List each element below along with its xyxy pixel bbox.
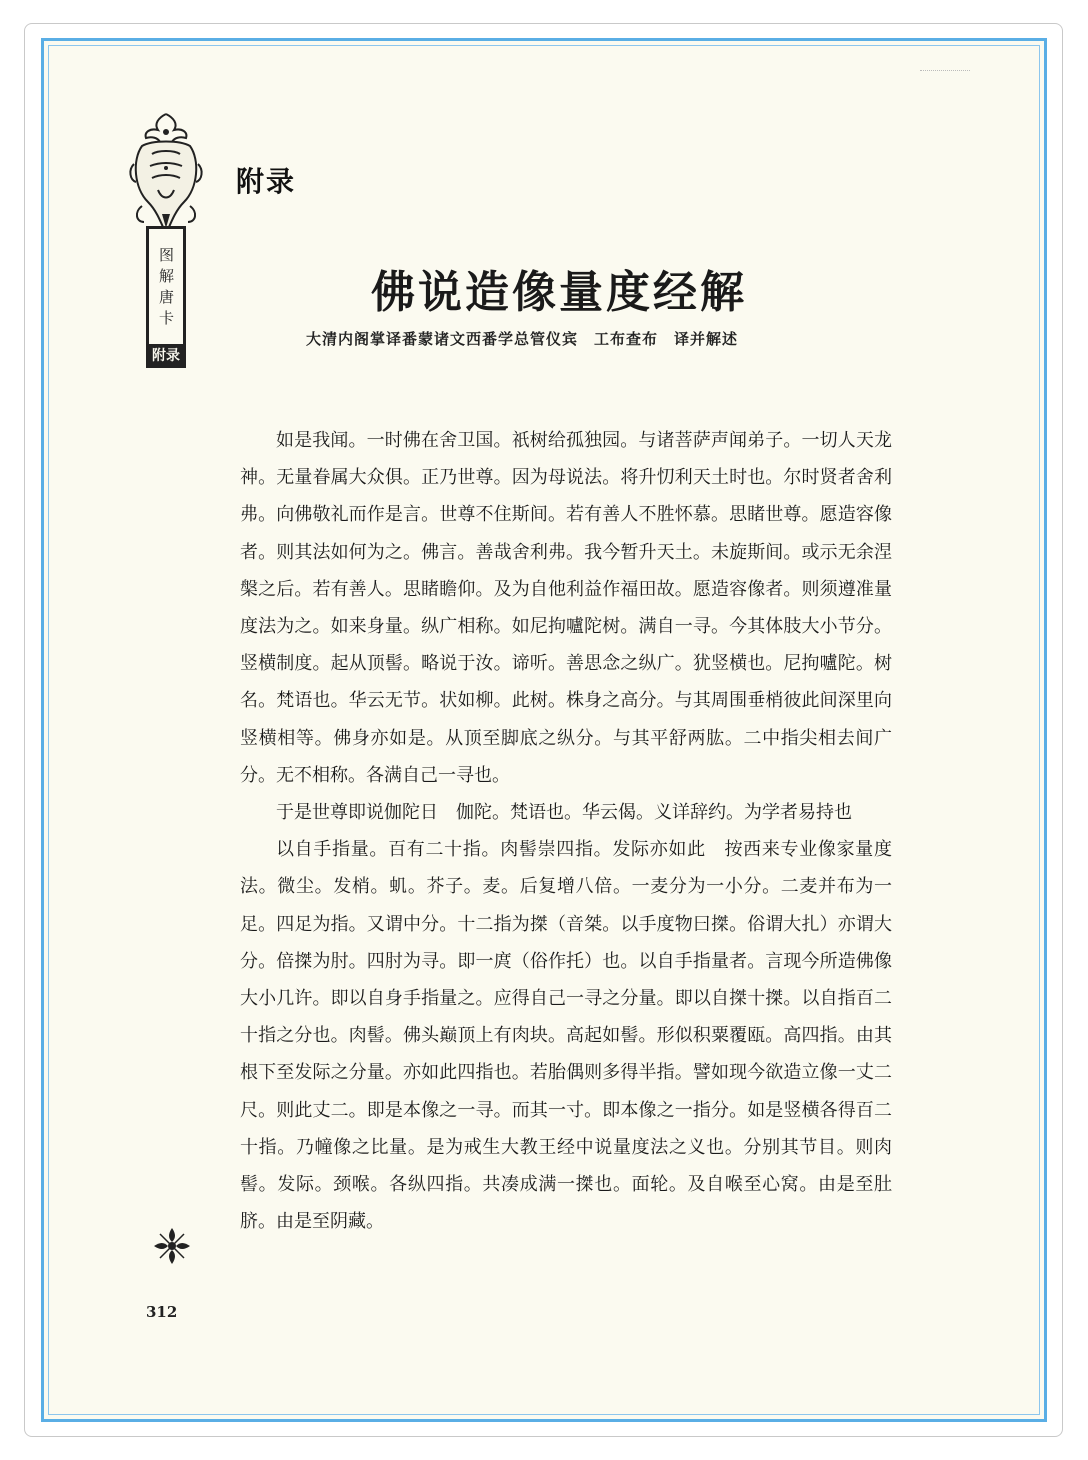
- scan-speckle: [920, 70, 970, 75]
- section-heading: 附录: [236, 165, 297, 198]
- paragraph: 以自手指量。百有二十指。肉髻崇四指。发际亦如此 按西来专业像家量度法。微尘。发梢。虮。芥子。麦。后复增八倍。一麦分为一小分。二麦并布为一足。四足为指。又谓中分。十二指为搩（音桀。以手度物曰搩。俗谓大扎）亦谓大分。倍搩为肘。四肘为寻。即一庹（俗作托）也。以自手指量者。言现今所造佛像大小几许。即以自身手指量之。应得自己一寻之分量。即以自搩十搩。以自指百二十指之分也。肉髻。佛头巅顶上有肉块。高起如髻。形似积粟覆瓯。高四指。由其根下至发际之分量。亦如此四指也。若胎偶则多得半指。譬如现今欲造立像一丈二尺。则此丈二。即是本像之一寻。而其一寸。即本像之一指分。如是竖横各得百二十指。乃幢像之比量。是为戒生大教王经中说量度法之义也。分别其节目。则肉髻。发际。颈喉。各纵四指。共凑成满一搩也。面轮。及自喉至心窝。由是至肚脐。由是至阴藏。: [240, 839, 892, 1233]
- paragraph: 于是世尊即说伽陀日 伽陀。梵语也。华云偈。义详辞约。为学者易持也: [276, 802, 852, 824]
- paragraph: 如是我闻。一时佛在舍卫国。祇树给孤独园。与诸菩萨声闻弟子。一切人天龙神。无量眷属大众俱。正乃世尊。因为母说法。将升忉利天土时也。尔时贤者舍利弗。向佛敬礼而作是言。世尊不住斯间。若有善人不胜怀慕。思睹世尊。愿造容像者。则其法如何为之。佛言。善哉舍利弗。我今暂升天土。未旋斯间。或示无余涅槃之后。若有善人。思睹瞻仰。及为自他利益作福田故。愿造容像者。则须遵准量度法为之。如来身量。纵广相称。如尼拘嚧陀树。满自一寻。今其体肢大小节分。竖横制度。起从顶髻。略说于汝。谛听。善思念之纵广。犹竖横也。尼拘嚧陀。树名。梵语也。华云无节。状如柳。此树。株身之高分。与其周围垂梢彼此间深里向竖横相等。佛身亦如是。从顶至脚底之纵分。与其平舒两肱。二中指尖相去间广分。无不相称。各满自己一寻也。: [240, 430, 892, 786]
- page-title: 佛说造像量度经解: [371, 267, 747, 318]
- conch-ornament-icon: [128, 110, 204, 240]
- body-text: [240, 422, 892, 1240]
- knot-ornament-icon: [152, 1226, 192, 1266]
- side-tab-label: 图解唐卡: [157, 247, 175, 331]
- page-subtitle: 大清内阁掌译番蒙诸文西番学总管仪宾 工布查布 译并解述: [306, 330, 739, 348]
- side-badge: 附录: [146, 344, 186, 368]
- page-number: 312: [146, 1303, 178, 1321]
